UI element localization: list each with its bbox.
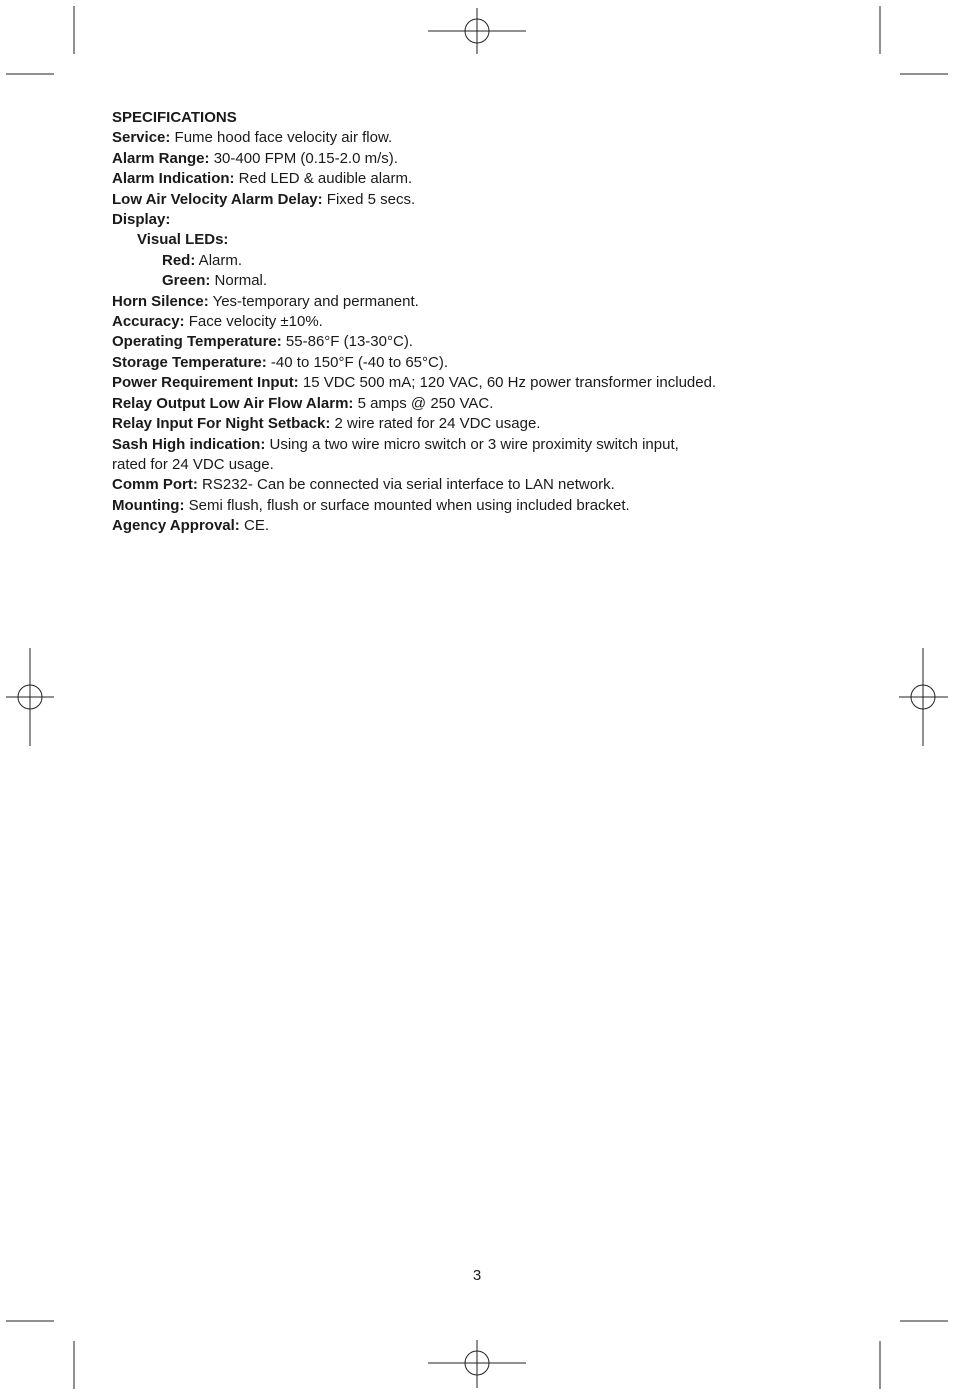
spec-value: 5 amps @ 250 VAC. [353, 394, 494, 412]
spec-alarm-delay [112, 190, 832, 210]
spec-value: -40 to 150°F (-40 to 65°C). [266, 353, 449, 371]
spec-label: Alarm Indication: [112, 170, 235, 188]
spec-label: Horn Silence: [112, 292, 209, 310]
spec-horn-silence [112, 292, 832, 312]
spec-mounting [112, 496, 832, 516]
spec-value: Normal. [210, 272, 268, 290]
spec-value: Face velocity ±10%. [184, 313, 323, 331]
spec-label: Relay Input For Night Setback: [112, 415, 331, 433]
spec-label: Visual LEDs: [137, 231, 229, 249]
spec-value: Fixed 5 secs. [322, 190, 416, 208]
spec-value: Semi flush, flush or surface mounted when using included bracket. [184, 496, 630, 514]
section-heading: SPECIFICATIONS [112, 109, 237, 126]
spec-value: 55-86°F (13-30°C). [281, 333, 413, 351]
spec-label: Low Air Velocity Alarm Delay: [112, 190, 323, 208]
spec-label: Operating Temperature: [112, 333, 282, 351]
spec-label: Display: [112, 211, 171, 229]
spec-visual-leds [112, 230, 832, 250]
spec-label: Red: [162, 251, 196, 269]
spec-led-red [112, 251, 832, 271]
spec-alarm-indication [112, 169, 832, 189]
spec-label: Power Requirement Input: [112, 374, 299, 392]
spec-value: Using a two wire micro switch or 3 wire proximity switch input, [265, 435, 679, 453]
spec-display [112, 210, 832, 230]
spec-label: Accuracy: [112, 313, 185, 331]
spec-value: Yes-temporary and permanent. [208, 292, 419, 310]
spec-service [112, 128, 832, 148]
spec-value: Alarm. [195, 251, 243, 269]
specifications-section [112, 108, 832, 537]
spec-label: Service: [112, 129, 171, 147]
spec-value: RS232- Can be connected via serial interface to LAN network. [197, 476, 615, 494]
spec-led-green [112, 271, 832, 291]
spec-value: Red LED & audible alarm. [234, 170, 413, 188]
spec-label: Alarm Range: [112, 149, 210, 167]
spec-value: Fume hood face velocity air flow. [170, 129, 393, 147]
spec-label: Agency Approval: [112, 517, 240, 535]
spec-label: Mounting: [112, 496, 185, 514]
spec-value: 30-400 FPM (0.15-2.0 m/s). [209, 149, 398, 167]
spec-label: Relay Output Low Air Flow Alarm: [112, 394, 354, 412]
spec-label: Sash High indication: [112, 435, 266, 453]
spec-sash-high-continuation: rated for 24 VDC usage. [112, 455, 274, 473]
spec-alarm-range [112, 149, 832, 169]
spec-operating-temperature [112, 332, 832, 352]
spec-storage-temperature [112, 353, 832, 373]
spec-label: Green: [162, 272, 211, 290]
spec-label: Storage Temperature: [112, 353, 267, 371]
spec-sash-high [112, 435, 832, 455]
spec-accuracy [112, 312, 832, 332]
page-number: 3 [472, 1267, 482, 1284]
spec-value: 2 wire rated for 24 VDC usage. [330, 415, 541, 433]
spec-value: 15 VDC 500 mA; 120 VAC, 60 Hz power transformer included. [298, 374, 717, 392]
spec-power-requirement [112, 373, 832, 393]
spec-value: CE. [239, 517, 269, 535]
spec-relay-output [112, 394, 832, 414]
spec-relay-input [112, 414, 832, 434]
spec-agency-approval [112, 516, 832, 536]
spec-comm-port [112, 475, 832, 495]
spec-label: Comm Port: [112, 476, 198, 494]
